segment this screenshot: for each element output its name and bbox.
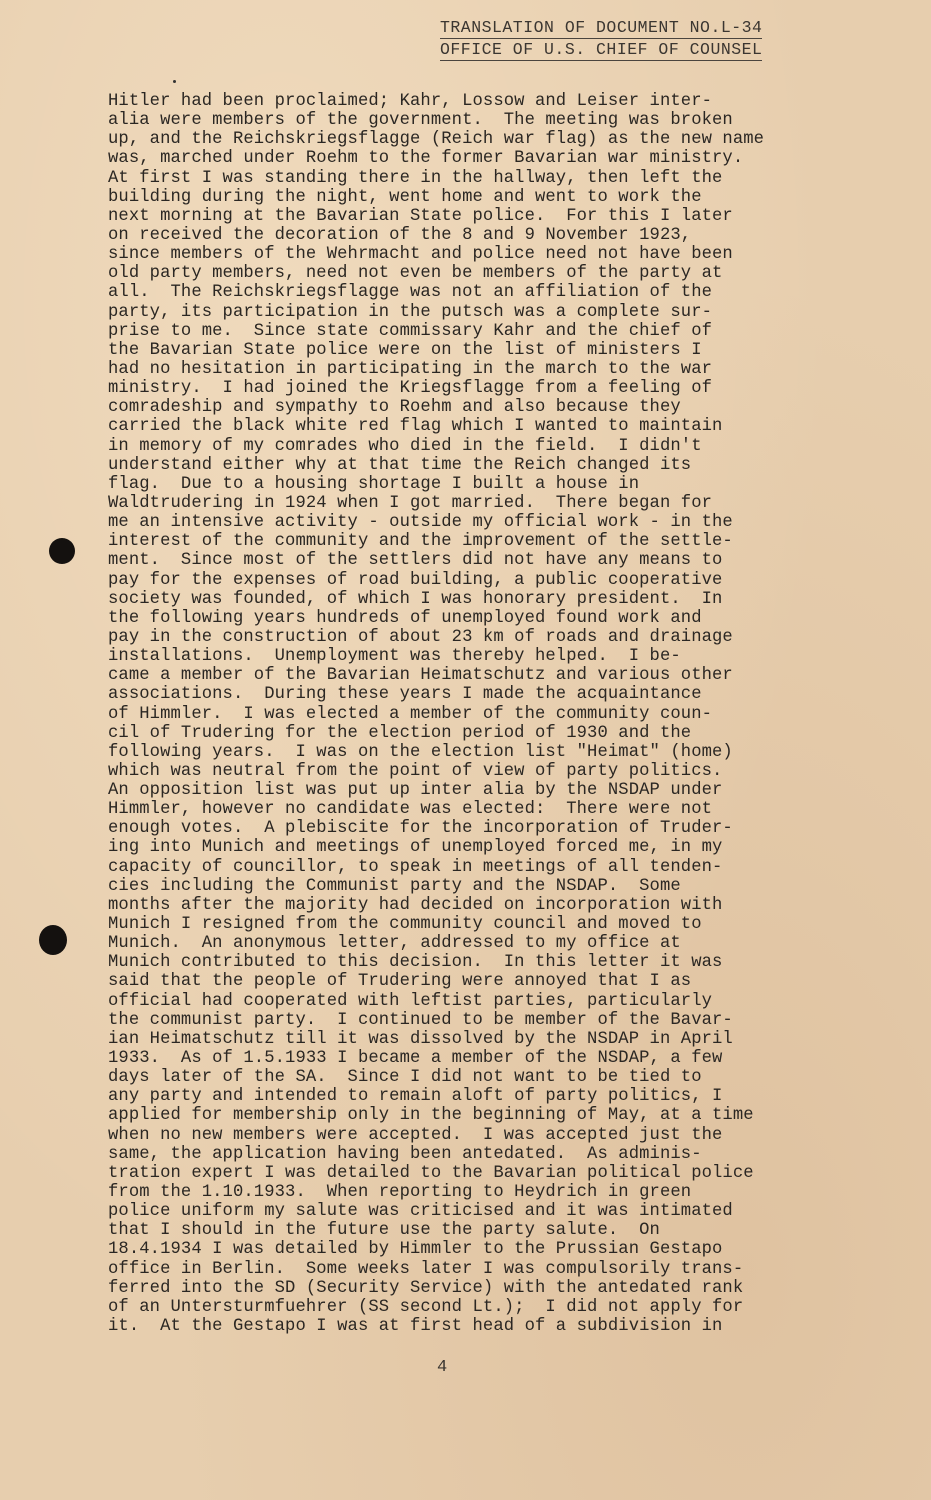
body-line: months after the majority had decided on incorporation with <box>108 895 723 915</box>
body-line: me an intensive activity - outside my official work - in the <box>108 513 733 533</box>
body-line: prise to me. Since state commissary Kahr and the chief of <box>108 321 713 341</box>
body-line: Himmler, however no candidate was elected: There were not <box>108 800 713 820</box>
body-line: society was founded, of which I was honorary president. In <box>108 589 723 609</box>
body-line: ing into Munich and meetings of unemployed forced me, in my <box>108 838 723 858</box>
body-line: comradeship and sympathy to Roehm and also because they <box>108 398 681 418</box>
body-line: said that the people of Trudering were annoyed that I as <box>108 972 692 992</box>
body-line: old party members, need not even be members of the party at <box>108 264 723 284</box>
body-line: when no new members were accepted. I was accepted just the <box>108 1125 723 1145</box>
body-line: office in Berlin. Some weeks later I was compulsorily trans- <box>108 1259 744 1279</box>
body-line: Munich contributed to this decision. In this letter it was <box>108 953 723 973</box>
body-line: had no hesitation in participating in the march to the war <box>108 359 713 379</box>
body-line: tration expert I was detailed to the Bavarian political police <box>108 1163 754 1183</box>
body-line: Hitler had been proclaimed; Kahr, Lossow and Leiser inter- <box>108 92 713 111</box>
body-line: next morning at the Bavarian State police. For this I later <box>108 206 733 226</box>
body-line: that I should in the future use the party salute. On <box>108 1221 660 1241</box>
header-office-line: OFFICE OF U.S. CHIEF OF COUNSEL <box>440 40 763 59</box>
body-line: since members of the Wehrmacht and police need not have been <box>108 245 733 265</box>
body-line: capacity of councillor, to speak in meetings of all tenden- <box>108 857 723 877</box>
body-line: Waldtrudering in 1924 when I got married. There began for <box>108 493 713 513</box>
document-header <box>440 18 762 62</box>
body-line: installations. Unemployment was thereby helped. I be- <box>108 647 681 667</box>
body-line: police uniform my salute was criticised and it was intimated <box>108 1202 733 1222</box>
body-line: pay for the expenses of road building, a public cooperative <box>108 570 723 590</box>
body-line: cies including the Communist party and the NSDAP. Some <box>108 876 681 896</box>
body-line: from the 1.10.1933. When reporting to Heydrich in green <box>108 1183 692 1203</box>
header-translation-line: TRANSLATION OF DOCUMENT NO.L-34 <box>440 18 763 37</box>
body-line: up, and the Reichskriegsflagge (Reich war flag) as the new name <box>108 130 765 150</box>
body-line: Munich I resigned from the community council and moved to <box>108 915 702 935</box>
body-line: was, marched under Roehm to the former Bavarian war ministry. <box>108 149 744 169</box>
body-line: days later of the SA. Since I did not want to be tied to <box>108 1068 702 1088</box>
body-line: interest of the community and the improvement of the settle- <box>108 532 733 552</box>
body-line: associations. During these years I made the acquaintance <box>108 685 702 705</box>
body-line: carried the black white red flag which I wanted to maintain <box>108 417 723 437</box>
body-line: ferred into the SD (Security Service) with the antedated rank <box>108 1278 744 1298</box>
body-line: ian Heimatschutz till it was dissolved by the NSDAP in April <box>108 1029 733 1049</box>
body-line: on received the decoration of the 8 and 9 November 1923, <box>108 225 692 245</box>
body-line: party, its participation in the putsch was a complete sur- <box>108 302 713 322</box>
body-line: 1933. As of 1.5.1933 I became a member of the NSDAP, a few <box>108 1049 723 1069</box>
punch-hole-top <box>49 538 75 564</box>
body-line: understand either why at that time the Reich changed its <box>108 455 692 475</box>
body-line: applied for membership only in the beginning of May, at a time <box>108 1106 754 1126</box>
body-line: it. At the Gestapo I was at first head of a subdivision in <box>108 1317 723 1336</box>
body-line: alia were members of the government. The meeting was broken <box>108 111 733 131</box>
body-line: pay in the construction of about 23 km of roads and drainage <box>108 627 733 647</box>
body-line: Munich. An anonymous letter, addressed to my office at <box>108 934 681 954</box>
body-text <box>108 92 868 1336</box>
body-line: came a member of the Bavarian Heimatschutz and various other <box>108 666 733 686</box>
body-line: following years. I was on the election list "Heimat" (home) <box>108 742 733 762</box>
body-line: same, the application having been antedated. As adminis- <box>108 1144 702 1164</box>
body-line: At first I was standing there in the hallway, then left the <box>108 168 723 188</box>
body-line: official had cooperated with leftist parties, particularly <box>108 991 713 1011</box>
body-line: flag. Due to a housing shortage I built a house in <box>108 474 640 494</box>
body-line: the Bavarian State police were on the list of ministers I <box>108 340 702 360</box>
body-line: the following years hundreds of unemployed found work and <box>108 608 702 628</box>
body-line: of Himmler. I was elected a member of the community coun- <box>108 704 713 724</box>
body-line: the communist party. I continued to be member of the Bavar- <box>108 1010 733 1030</box>
stray-mark <box>173 80 176 83</box>
page-number: 4 <box>437 1358 448 1377</box>
punch-hole-bottom <box>39 925 67 955</box>
body-line: 18.4.1934 I was detailed by Himmler to the Prussian Gestapo <box>108 1240 723 1260</box>
body-line: any party and intended to remain aloft of party politics, I <box>108 1087 723 1107</box>
body-line: in memory of my comrades who died in the field. I didn't <box>108 436 702 456</box>
body-line: An opposition list was put up inter alia by the NSDAP under <box>108 781 723 801</box>
body-line: ment. Since most of the settlers did not have any means to <box>108 551 723 571</box>
body-line: which was neutral from the point of view of party politics. <box>108 761 723 781</box>
body-line: enough votes. A plebiscite for the incorporation of Truder- <box>108 819 733 839</box>
body-line: cil of Trudering for the election period of 1930 and the <box>108 723 692 743</box>
body-line: building during the night, went home and went to work the <box>108 187 702 207</box>
body-line: of an Untersturmfuehrer (SS second Lt.); I did not apply for <box>108 1297 744 1317</box>
body-line: all. The Reichskriegsflagge was not an affiliation of the <box>108 283 713 303</box>
body-line: ministry. I had joined the Kriegsflagge from a feeling of <box>108 379 713 399</box>
